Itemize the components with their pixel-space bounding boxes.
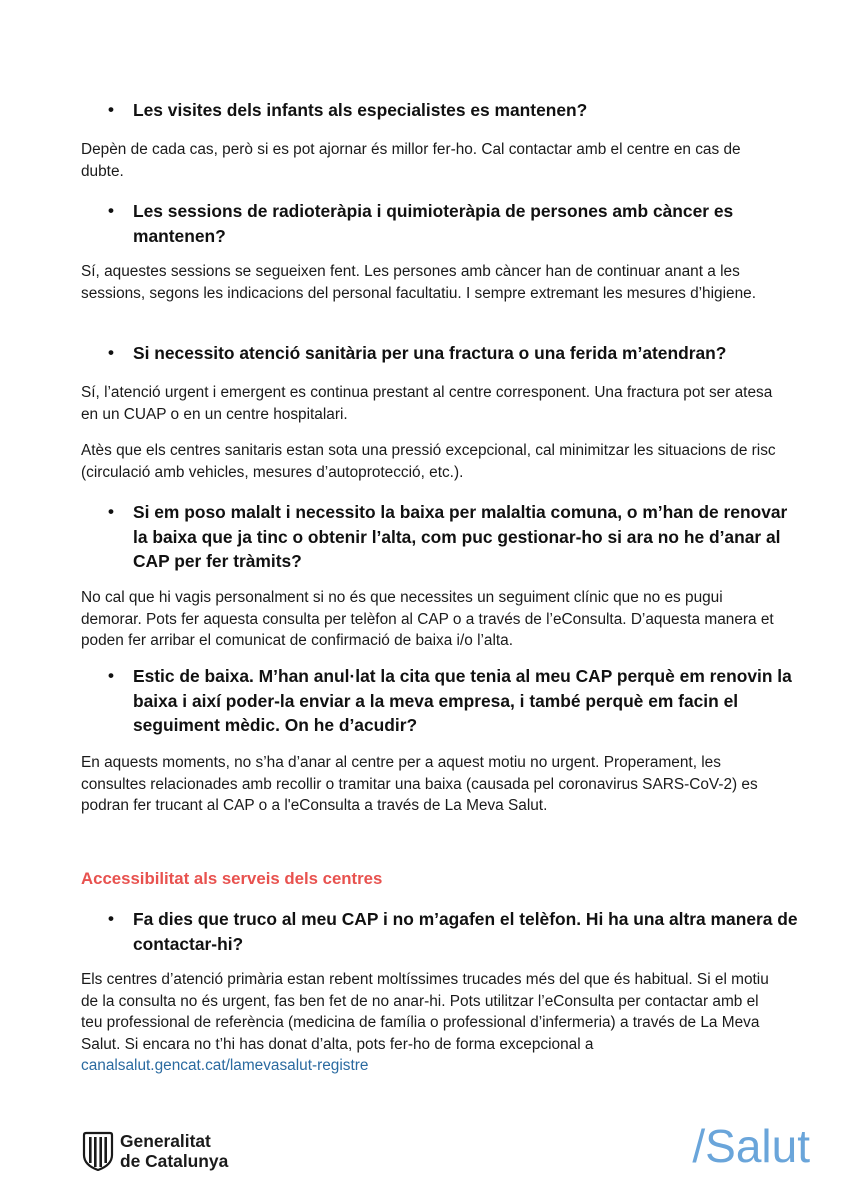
faq-question xyxy=(107,500,803,574)
faq-answer: No cal que hi vagis personalment si no és que necessites un seguiment clínic que no es pugui demorar. Pots fer aquesta consulta per telèfon al CAP o a través de l’eConsulta. D’aquesta manera et poden fer arribar el comunicat de confirmació de baixa i/o l’alta. xyxy=(81,589,774,650)
faq-answer xyxy=(81,969,781,1077)
logo-line-2: de Catalunya xyxy=(120,1150,229,1171)
question-text: Fa dies que truco al meu CAP i no m’agafen el telèfon. Hi ha una altra manera de contactar-hi? xyxy=(133,909,798,954)
faq-answer: Sí, aquestes sessions se segueixen fent. Les persones amb càncer han de continuar anant a les sessions, segons les indicacions del personal facultatiu. I sempre extremant les mesures d’higiene. xyxy=(81,263,756,302)
question-text: Estic de baixa. M’han anul·lat la cita que tenia al meu CAP perquè em renovin la baixa i així poder-la enviar a la meva empresa, i també perquè em facin el seguiment mèdic. On he d’acudir? xyxy=(133,666,792,735)
bullet-icon: • xyxy=(108,502,114,521)
faq-answer: En aquests moments, no s’ha d’anar al centre per a aquest motiu no urgent. Properament, les consultes relacionades amb recollir o tramitar una baixa (causada pel coronavirus SARS-CoV-2) es podran fer trucant al CAP o a l'eConsulta a través de La Meva Salut. xyxy=(81,754,758,815)
generalitat-logo xyxy=(82,1131,272,1175)
bullet-icon: • xyxy=(108,100,114,119)
logo-line-1: Generalitat xyxy=(120,1131,211,1151)
faq-question xyxy=(107,907,803,956)
question-text: Les sessions de radioteràpia i quimioteràpia de persones amb càncer es mantenen? xyxy=(133,201,734,246)
faq-answer: Atès que els centres sanitaris estan sota una pressió excepcional, cal minimitzar les situacions de risc (circulació amb vehicles, mesures d’autoprotecció, etc.). xyxy=(81,442,776,481)
question-text: Si necessito atenció sanitària per una fractura o una ferida m’atendran? xyxy=(133,343,727,363)
question-text: Si em poso malalt i necessito la baixa per malaltia comuna, o m’han de renovar la baixa que ja tinc o obtenir l’alta, com puc gestionar-ho si ara no he d’anar al CAP per fer tràmits? xyxy=(133,502,788,571)
faq-question xyxy=(107,341,803,366)
bullet-icon: • xyxy=(108,201,114,220)
faq-answer: Depèn de cada cas, però si es pot ajornar és millor fer-ho. Cal contactar amb el centre en cas de dubte. xyxy=(81,141,741,180)
bullet-icon: • xyxy=(108,909,114,928)
answer-text: Els centres d’atenció primària estan rebent moltíssimes trucades més del que és habitual. Si el motiu de la consulta no és urgent, fas ben fet de no anar-hi. Pots utilitzar l’eConsulta per contactar amb el teu professional de referència (medicina de família o professional d’infermeria) a través de La Meva Salut. Si encara no t’hi has donat d’alta, pots fer-ho de forma excepcional a xyxy=(81,971,769,1053)
faq-answer: Sí, l’atenció urgent i emergent es continua prestant al centre corresponent. Una fractura pot ser atesa en un CUAP o en un centre hospitalari. xyxy=(81,384,773,423)
registration-link[interactable]: canalsalut.gencat.cat/lamevasalut-registre xyxy=(81,1057,369,1075)
faq-question xyxy=(107,199,803,248)
bullet-icon: • xyxy=(108,666,114,685)
bullet-icon: • xyxy=(108,343,114,362)
question-text: Les visites dels infants als especialistes es mantenen? xyxy=(133,100,588,120)
section-heading: Accessibilitat als serveis dels centres xyxy=(81,869,383,888)
logo-wordmark xyxy=(120,1132,228,1171)
faq-question xyxy=(107,98,803,123)
salut-brand: /Salut xyxy=(692,1120,810,1172)
generalitat-emblem-icon xyxy=(82,1131,114,1171)
faq-question xyxy=(107,664,803,738)
